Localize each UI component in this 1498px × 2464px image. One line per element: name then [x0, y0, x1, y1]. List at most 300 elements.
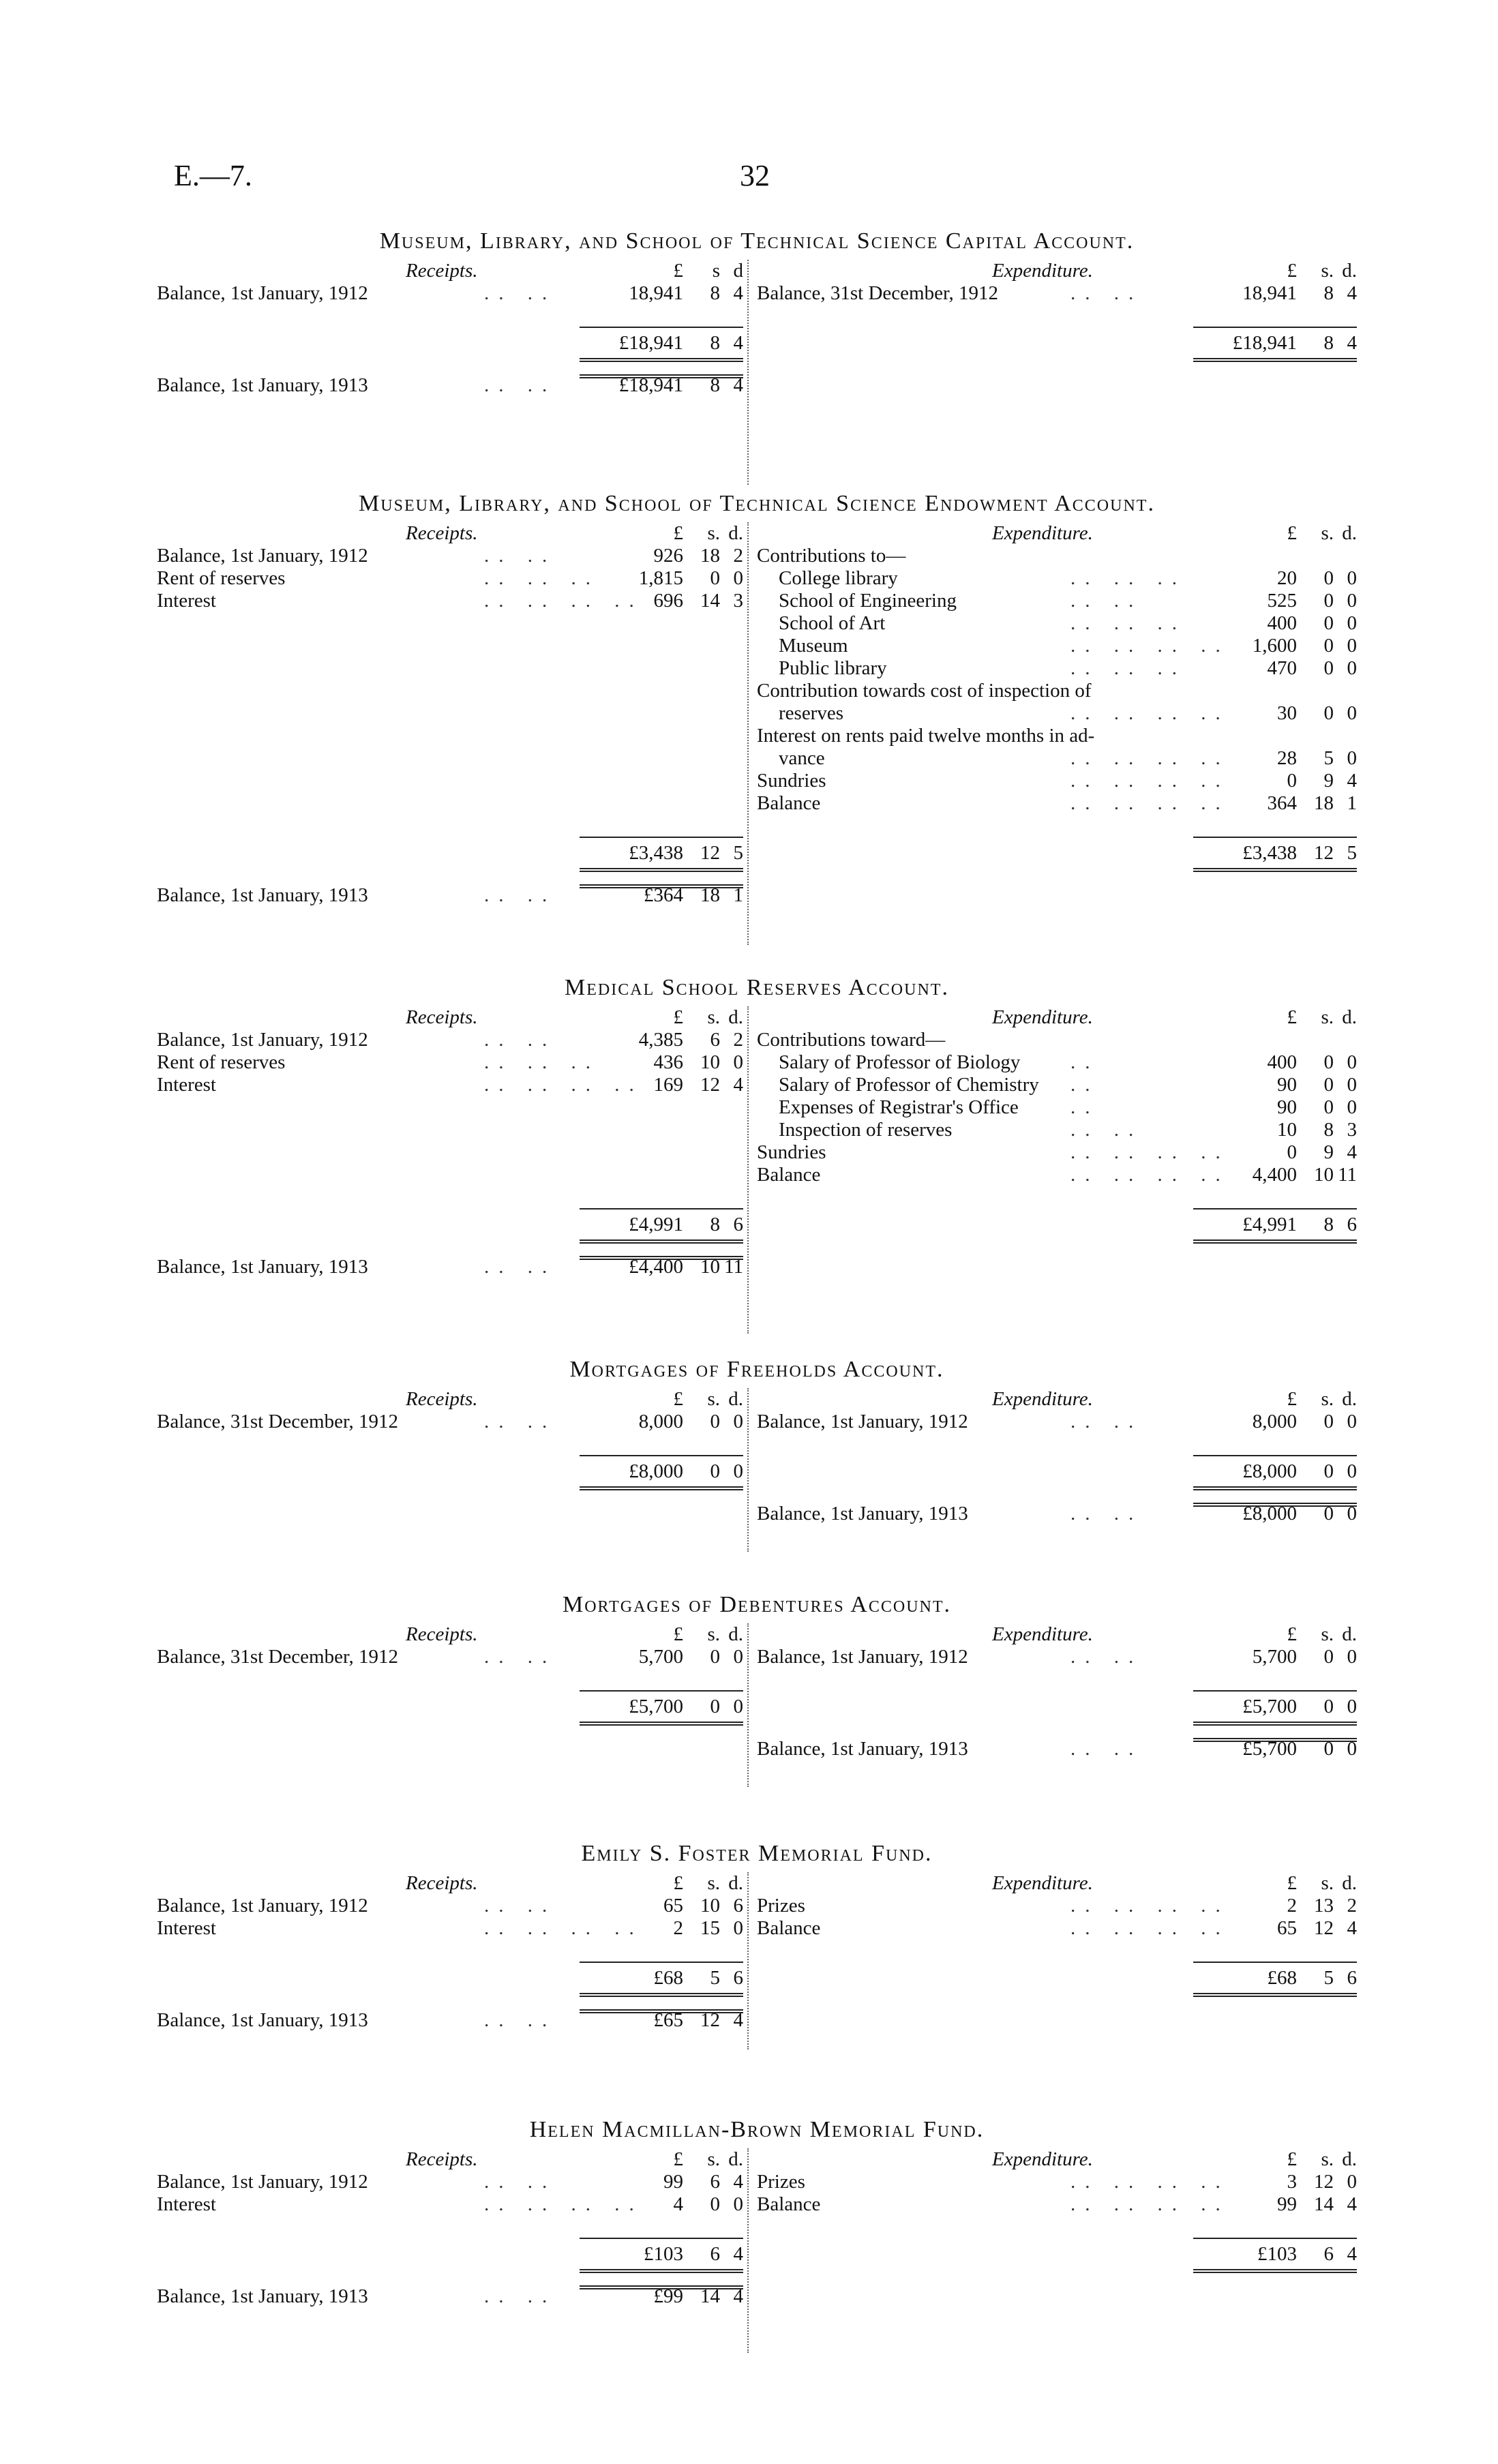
carried-balance-row: [157, 2285, 743, 2308]
currency-header-pence: d.: [728, 1623, 743, 1645]
total-amount: [1193, 2238, 1357, 2273]
total-pence: 0: [733, 1460, 743, 1482]
total-pounds: £68: [1267, 1967, 1297, 1989]
receipts-column: [157, 1872, 743, 2032]
ledger-row-pounds: 3: [1287, 2171, 1297, 2193]
ledger-row-pounds: 90: [1277, 1074, 1297, 1096]
ledger-row-label: Balance: [757, 1917, 821, 1939]
receipts-label: Receipts.: [406, 2148, 478, 2170]
leader-dots: .. .. ..: [1070, 567, 1186, 589]
total-pounds: £4,991: [629, 1214, 683, 1235]
ledger-row-shillings: 10: [1314, 1164, 1334, 1186]
total-pence: 6: [733, 1214, 743, 1235]
ledger-row-label: Balance, 1st January, 1912: [757, 1411, 968, 1432]
ledger-row-label: Balance: [757, 792, 821, 814]
total-row: [757, 2232, 1357, 2274]
ledger-row-pounds: 18,941: [1242, 282, 1297, 304]
leader-dots: .. ..: [1070, 282, 1143, 304]
ledger-row-shillings: 10: [700, 1051, 720, 1073]
expenditure-column: [757, 522, 1357, 873]
ledger-row-pence: 4: [733, 282, 743, 304]
receipts-header: [157, 2148, 743, 2171]
ledger-row: [757, 2193, 1357, 2216]
ledger-row-pounds: 926: [653, 545, 683, 567]
total-row: [157, 831, 743, 873]
blank-row: [157, 612, 743, 635]
total-row: [157, 321, 743, 363]
carried-balance-pounds: £4,400: [629, 1256, 683, 1278]
column-divider: [747, 1872, 749, 2049]
ledger-row-pounds: 5,700: [638, 1646, 683, 1668]
total-pence: 0: [1347, 1696, 1357, 1717]
carried-balance-pounds: £65: [653, 2009, 683, 2031]
carried-balance-amount: [1193, 1738, 1357, 1760]
ledger-row-pounds: 364: [1267, 792, 1297, 814]
ledger-row-label: vance: [779, 747, 825, 769]
ledger-row: [757, 1646, 1357, 1668]
currency-header-pounds: £: [1287, 1006, 1297, 1028]
row-spacer: [757, 305, 1357, 321]
receipts-column: [157, 1388, 743, 1492]
carried-balance-pounds: £5,700: [1242, 1738, 1297, 1760]
ledger-row-pounds: 20: [1277, 567, 1297, 589]
currency-header-pence: d.: [728, 1006, 743, 1028]
total-pounds: £3,438: [1242, 842, 1297, 864]
ledger-row-shillings: 0: [1323, 567, 1334, 589]
ledger-row-label: Contributions to—: [757, 545, 906, 567]
ledger-row-pounds: 525: [1267, 590, 1297, 612]
account-title: Helen Macmillan-Brown Memorial Fund.: [529, 2117, 985, 2142]
page-header: [0, 158, 1498, 199]
ledger-row-shillings: 12: [1314, 2171, 1334, 2193]
currency-header-shillings: s.: [1321, 260, 1334, 282]
currency-header-shillings: s.: [707, 522, 720, 544]
account-section: [157, 228, 1357, 485]
account-section: [157, 2117, 1357, 2353]
ledger-row-pence: 0: [1347, 1096, 1357, 1118]
currency-header-pounds: £: [673, 260, 683, 282]
ledger-row: [757, 567, 1357, 590]
row-spacer: [757, 815, 1357, 831]
ledger-row-label: Interest: [157, 2193, 216, 2215]
ledger-row-shillings: 0: [1323, 1411, 1334, 1432]
ledger-row-shillings: 0: [1323, 612, 1334, 634]
ledger-row: [157, 1029, 743, 1051]
ledger-row-pence: 0: [1347, 635, 1357, 657]
currency-header-pounds: £: [1287, 1872, 1297, 1894]
expenditure-label: Expenditure.: [992, 1388, 1093, 1410]
ledger-row-shillings: 8: [1323, 1119, 1334, 1141]
leader-dots: .. .. .. ..: [484, 1074, 644, 1096]
ledger-row-label: Public library: [779, 657, 887, 679]
ledger-row: [757, 635, 1357, 657]
leader-dots: .. .. .. ..: [484, 1917, 644, 1939]
currency-header-shillings: s.: [707, 1388, 720, 1410]
total-pence: 6: [733, 1967, 743, 1989]
total-pence: 5: [733, 842, 743, 864]
ledger-row-pence: 0: [1347, 1074, 1357, 1096]
total-pence: 4: [733, 332, 743, 354]
receipts-label: Receipts.: [406, 1872, 478, 1894]
ledger-row-pounds: 2: [1287, 1895, 1297, 1917]
ledger-row: [757, 1096, 1357, 1119]
total-pence: 4: [733, 2243, 743, 2265]
ledger-row-pounds: 400: [1267, 612, 1297, 634]
carried-balance-label: Balance, 1st January, 1913: [157, 374, 368, 396]
ledger-row-shillings: 8: [1323, 282, 1334, 304]
ledger-row: [757, 770, 1357, 792]
total-row: [757, 1449, 1357, 1492]
leader-dots: .. .. .. ..: [1070, 2171, 1230, 2193]
receipts-column: [157, 1623, 743, 1727]
ledger-row: [757, 1029, 1357, 1051]
account-title: Museum, Library, and School of Technical Science Endowment Account.: [359, 491, 1155, 516]
leader-dots: .. .. .. ..: [1070, 747, 1230, 769]
ledger-row-shillings: 0: [1323, 1646, 1334, 1668]
ledger-row-label: Balance: [757, 2193, 821, 2215]
account-body: [157, 1006, 1357, 1334]
receipts-label: Receipts.: [406, 522, 478, 544]
ledger-row-shillings: 0: [1323, 635, 1334, 657]
ledger-row-pence: 11: [1338, 1164, 1357, 1186]
leader-dots: .. ..: [1070, 1411, 1143, 1432]
receipts-header: [157, 1388, 743, 1411]
ledger-row-label: School of Art: [779, 612, 886, 634]
ledger-row-pounds: 90: [1277, 1096, 1297, 1118]
total-pence: 6: [1347, 1967, 1357, 1989]
ledger-row-pounds: 8,000: [1252, 1411, 1297, 1432]
total-shillings: 0: [710, 1696, 720, 1717]
total-pounds: £18,941: [1232, 332, 1297, 354]
ledger-row: [157, 282, 743, 305]
ledger-row: [757, 1917, 1357, 1940]
blank-row: [157, 635, 743, 657]
blank-row: [157, 1096, 743, 1119]
total-amount: [580, 1208, 743, 1244]
ledger-row-pounds: 5,700: [1252, 1646, 1297, 1668]
total-row: [157, 1956, 743, 1998]
total-pounds: £8,000: [629, 1460, 683, 1482]
currency-header-pence: d.: [728, 522, 743, 544]
total-row: [157, 2232, 743, 2274]
currency-header-pence: d.: [1342, 1388, 1357, 1410]
ledger-row-label: Balance, 1st January, 1912: [157, 545, 368, 567]
currency-header-pence: d.: [1342, 522, 1357, 544]
total-pence: 0: [1347, 1460, 1357, 1482]
currency-header-shillings: s: [712, 260, 720, 282]
leader-dots: .. ..: [1070, 590, 1143, 612]
leader-dots: ..: [1070, 1096, 1100, 1118]
ledger-row-pounds: 65: [1277, 1917, 1297, 1939]
total-shillings: 8: [710, 1214, 720, 1235]
total-shillings: 0: [1323, 1460, 1334, 1482]
ledger-row: [757, 282, 1357, 305]
carried-balance-row: [757, 1738, 1357, 1760]
ledger-row-pence: 0: [1347, 1051, 1357, 1073]
receipts-column: [157, 260, 743, 397]
currency-header-shillings: s.: [707, 1006, 720, 1028]
receipts-header: [157, 522, 743, 545]
ledger-row-pence: 4: [1347, 1917, 1357, 1939]
ledger-row-label: Inspection of reserves: [779, 1119, 953, 1141]
currency-header-pounds: £: [673, 1006, 683, 1028]
currency-header-pounds: £: [1287, 522, 1297, 544]
blank-row: [157, 770, 743, 792]
ledger-row-pence: 3: [733, 590, 743, 612]
ledger-row: [757, 792, 1357, 815]
ledger-row-shillings: 0: [710, 2193, 720, 2215]
column-divider: [747, 1388, 749, 1552]
ledger-row-label: Interest: [157, 1917, 216, 1939]
carried-balance-row: [157, 374, 743, 397]
currency-header-shillings: s.: [1321, 1623, 1334, 1645]
leader-dots: .. .. .. ..: [1070, 1141, 1230, 1163]
ledger-row-pounds: 470: [1267, 657, 1297, 679]
leader-dots: .. .. .. ..: [1070, 1164, 1230, 1186]
total-amount: [580, 327, 743, 362]
total-amount: [1193, 327, 1357, 362]
expenditure-label: Expenditure.: [992, 522, 1093, 544]
carried-balance-pence: 0: [1347, 1738, 1357, 1760]
ledger-row-pence: 4: [1347, 770, 1357, 792]
ledger-row-shillings: 6: [710, 2171, 720, 2193]
ledger-row-shillings: 0: [710, 1646, 720, 1668]
total-pounds: £5,700: [1242, 1696, 1297, 1717]
carried-balance-amount: [1193, 1503, 1357, 1524]
currency-header-pence: d.: [728, 1388, 743, 1410]
ledger-row-shillings: 18: [700, 545, 720, 567]
ledger-row-label: Balance, 1st January, 1912: [157, 282, 368, 304]
page-number: 32: [740, 159, 770, 192]
carried-balance-row: [157, 2009, 743, 2032]
total-amount: [580, 2238, 743, 2273]
currency-header-shillings: s.: [1321, 1388, 1334, 1410]
row-spacer: [757, 1668, 1357, 1685]
ledger-row: [157, 1051, 743, 1074]
expenditure-header: [757, 522, 1357, 545]
ledger-row: [757, 1141, 1357, 1164]
expenditure-column: [757, 1872, 1357, 1998]
leader-dots: .. ..: [484, 1411, 557, 1432]
currency-header-pounds: £: [673, 522, 683, 544]
ledger-row: [757, 1411, 1357, 1433]
ledger-row-shillings: 10: [700, 1895, 720, 1917]
row-spacer: [157, 1186, 743, 1203]
total-amount: [580, 1962, 743, 1997]
total-shillings: 5: [1323, 1967, 1334, 1989]
total-shillings: 6: [1323, 2243, 1334, 2265]
currency-header-pounds: £: [1287, 2148, 1297, 2170]
total-pence: 6: [1347, 1214, 1357, 1235]
leader-dots: .. ..: [484, 1029, 557, 1051]
ledger-row: [757, 725, 1357, 747]
ledger-row-pence: 2: [733, 1029, 743, 1051]
ledger-row-pounds: 10: [1277, 1119, 1297, 1141]
ledger-row-shillings: 12: [1314, 1917, 1334, 1939]
leader-dots: .. .. .. ..: [1070, 1917, 1230, 1939]
ledger-row-shillings: 0: [710, 567, 720, 589]
account-body: [157, 1388, 1357, 1552]
leader-dots: .. .. .. ..: [1070, 2193, 1230, 2215]
account-body: [157, 2148, 1357, 2353]
total-shillings: 8: [1323, 332, 1334, 354]
receipts-column: [157, 522, 743, 907]
currency-header-pence: d.: [1342, 1623, 1357, 1645]
expenditure-column: [757, 1006, 1357, 1245]
expenditure-label: Expenditure.: [992, 1623, 1093, 1645]
ledger-row-label: Salary of Professor of Chemistry: [779, 1074, 1039, 1096]
blank-row: [157, 1164, 743, 1186]
currency-header-shillings: s.: [707, 1623, 720, 1645]
ledger-row-shillings: 0: [1323, 702, 1334, 724]
ledger-row-shillings: 0: [710, 1411, 720, 1432]
ledger-row-label: Sundries: [757, 1141, 826, 1163]
leader-dots: .. ..: [484, 2171, 557, 2193]
column-divider: [747, 260, 749, 485]
ledger-row-pounds: 436: [653, 1051, 683, 1073]
ledger-row-pounds: 4: [673, 2193, 683, 2215]
carried-balance-pounds: £18,941: [618, 374, 683, 396]
total-amount: [580, 1690, 743, 1726]
ledger-row: [757, 702, 1357, 725]
ledger-row-label: Museum: [779, 635, 848, 657]
ledger-row-label: Sundries: [757, 770, 826, 792]
blank-row: [157, 1119, 743, 1141]
ledger-row-label: Interest: [157, 1074, 216, 1096]
ledger-row-pounds: 8,000: [638, 1411, 683, 1432]
total-pence: 4: [1347, 2243, 1357, 2265]
total-amount: [1193, 1690, 1357, 1726]
leader-dots: .. .. ..: [484, 567, 600, 589]
total-pence: 0: [733, 1696, 743, 1717]
carried-balance-shillings: 10: [700, 1256, 720, 1278]
account-body: [157, 1872, 1357, 2049]
blank-row: [157, 747, 743, 770]
ledger-row-pence: 0: [1347, 590, 1357, 612]
carried-balance-label: Balance, 1st January, 1913: [757, 1503, 968, 1524]
ledger-row: [157, 545, 743, 567]
carried-balance-label: Balance, 1st January, 1913: [157, 2009, 368, 2031]
ledger-row-pence: 0: [1347, 612, 1357, 634]
expenditure-header: [757, 1388, 1357, 1411]
ledger-row-shillings: 14: [1314, 2193, 1334, 2215]
ledger-row-label: Contributions toward—: [757, 1029, 946, 1051]
ledger-row-label: Balance, 1st January, 1912: [157, 2171, 368, 2193]
total-shillings: 6: [710, 2243, 720, 2265]
leader-dots: .. .. .. ..: [1070, 702, 1230, 724]
ledger-row: [757, 612, 1357, 635]
ledger-row: [757, 545, 1357, 567]
leader-dots: .. .. .. ..: [484, 2193, 644, 2215]
leader-dots: .. ..: [484, 884, 557, 906]
ledger-row-shillings: 14: [700, 590, 720, 612]
currency-header-pounds: £: [673, 1388, 683, 1410]
total-row: [757, 321, 1357, 363]
total-shillings: 12: [700, 842, 720, 864]
ledger-row-pounds: 65: [663, 1895, 683, 1917]
total-row: [157, 1685, 743, 1727]
ledger-row-label: Balance: [757, 1164, 821, 1186]
currency-header-pence: d: [733, 260, 743, 282]
leader-dots: .. ..: [484, 1256, 557, 1278]
ledger-row-pence: 0: [733, 567, 743, 589]
ledger-row: [757, 1051, 1357, 1074]
blank-row: [157, 657, 743, 680]
ledger-row-label: Balance, 31st December, 1912: [157, 1646, 398, 1668]
leader-dots: .. .. .. ..: [1070, 792, 1230, 814]
carried-balance-pounds: £8,000: [1242, 1503, 1297, 1524]
carried-balance-pounds: £364: [644, 884, 683, 906]
ledger-row-label: Rent of reserves: [157, 567, 286, 589]
ledger-row-label: Balance, 1st January, 1912: [157, 1895, 368, 1917]
ledger-row-pence: 0: [1347, 1411, 1357, 1432]
receipts-header: [157, 1006, 743, 1029]
leader-dots: .. ..: [1070, 1738, 1143, 1760]
total-pence: 5: [1347, 842, 1357, 864]
ledger-row-label: School of Engineering: [779, 590, 957, 612]
total-shillings: 8: [1323, 1214, 1334, 1235]
total-shillings: 12: [1314, 842, 1334, 864]
ledger-row-label: Rent of reserves: [157, 1051, 286, 1073]
account-body: [157, 260, 1357, 485]
ledger-row: [757, 680, 1357, 702]
total-amount: [1193, 1962, 1357, 1997]
currency-header-pence: d.: [728, 1872, 743, 1894]
ledger-row-pence: 0: [733, 1051, 743, 1073]
leader-dots: .. ..: [484, 545, 557, 567]
currency-header-shillings: s.: [707, 2148, 720, 2170]
ledger-row: [157, 1895, 743, 1917]
ledger-row-pounds: 169: [653, 1074, 683, 1096]
currency-header-pounds: £: [1287, 1388, 1297, 1410]
leader-dots: .. .. .. ..: [1070, 635, 1230, 657]
ledger-row-pounds: 696: [653, 590, 683, 612]
expenditure-label: Expenditure.: [992, 1872, 1093, 1894]
ledger-row-label: Expenses of Registrar's Office: [779, 1096, 1019, 1118]
blank-row: [157, 725, 743, 747]
total-pounds: £18,941: [618, 332, 683, 354]
carried-balance-label: Balance, 1st January, 1913: [157, 884, 368, 906]
ledger-row-shillings: 0: [1323, 1051, 1334, 1073]
leader-dots: .. ..: [484, 1895, 557, 1917]
total-amount: [1193, 1455, 1357, 1490]
currency-header-pounds: £: [673, 1623, 683, 1645]
expenditure-header: [757, 1623, 1357, 1646]
blank-row: [157, 792, 743, 815]
expenditure-label: Expenditure.: [992, 1006, 1093, 1028]
ledger-row-label: Balance, 1st January, 1912: [757, 1646, 968, 1668]
total-pounds: £68: [653, 1967, 683, 1989]
account-body: [157, 1623, 1357, 1787]
account-title: Emily S. Foster Memorial Fund.: [581, 1841, 933, 1866]
ledger-row: [757, 657, 1357, 680]
leader-dots: .. .. ..: [1070, 657, 1186, 679]
column-divider: [747, 522, 749, 945]
receipts-column: [157, 2148, 743, 2308]
carried-balance-amount: [580, 884, 743, 906]
currency-header-pence: d.: [1342, 260, 1357, 282]
leader-dots: .. ..: [1070, 1646, 1143, 1668]
currency-header-pounds: £: [673, 2148, 683, 2170]
leader-dots: .. ..: [1070, 1119, 1143, 1141]
currency-header-pence: d.: [728, 2148, 743, 2170]
carried-balance-shillings: 18: [700, 884, 720, 906]
total-pounds: £103: [1257, 2243, 1297, 2265]
receipts-label: Receipts.: [406, 260, 478, 282]
ledger-row-label: Balance, 1st January, 1912: [157, 1029, 368, 1051]
ledger-row: [157, 2193, 743, 2216]
total-amount: [580, 837, 743, 872]
